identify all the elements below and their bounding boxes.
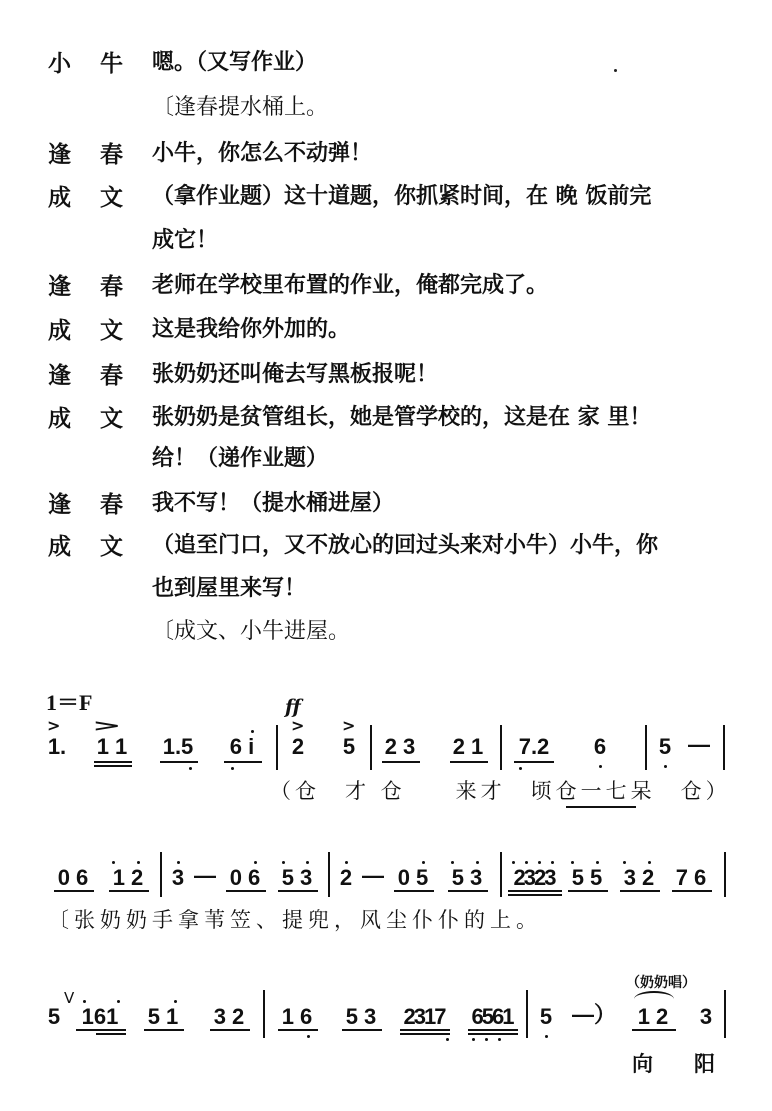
high-dot (251, 730, 254, 733)
dialogue-text: 成它！ (152, 228, 219, 253)
note: 161 (81, 1004, 119, 1029)
low-dot (231, 767, 234, 770)
speaker-char: 文 (100, 318, 123, 344)
speaker-name (48, 400, 152, 433)
speaker-char: 文 (100, 534, 123, 560)
underline (394, 890, 434, 892)
note: 2 1 (452, 734, 484, 759)
barline (724, 852, 726, 897)
note: 5 (539, 1004, 553, 1029)
underline (278, 890, 318, 892)
dialogue-line (0, 90, 772, 130)
high-dot (538, 861, 541, 864)
percussion-line: （仓 才 仓 来才 顷仓一七呆 仓） (270, 779, 731, 803)
barline (724, 990, 726, 1038)
high-dot (476, 861, 479, 864)
speaker-char: 春 (100, 142, 123, 168)
note: 2323 (513, 865, 555, 890)
underline (450, 761, 488, 763)
speaker-char: 牛 (100, 51, 123, 77)
note: 3 (171, 865, 185, 890)
high-dot (177, 861, 180, 864)
underline (144, 1029, 184, 1031)
underline (224, 761, 262, 763)
dialogue-text: （拿作业题）这十道题，你抓紧时间，在 晚 饭前完 (152, 184, 652, 209)
note: —） (572, 1002, 617, 1027)
high-dot (596, 861, 599, 864)
low-dot (664, 765, 667, 768)
barline (500, 852, 502, 897)
underline (672, 890, 712, 892)
low-dot (519, 767, 522, 770)
dialogue-line (0, 400, 772, 440)
dialogue-line (0, 528, 772, 568)
dialogue-line (0, 441, 772, 481)
dialogue-line (0, 571, 772, 611)
speaker-char: 文 (100, 185, 123, 211)
speaker-char: 成 (48, 534, 71, 560)
accent-mark: > (92, 716, 122, 735)
lyric: 向 (632, 1052, 653, 1076)
barline (276, 725, 278, 770)
underline (382, 761, 420, 763)
high-dot (648, 861, 651, 864)
note: 3 (699, 1004, 713, 1029)
lyric: 阳 (694, 1052, 715, 1076)
note: 3 2 (623, 865, 655, 890)
speaker-char: 春 (100, 492, 123, 518)
high-dot (254, 861, 257, 864)
note: 5 (47, 1004, 61, 1029)
underline (94, 761, 132, 763)
low-dot (498, 1038, 501, 1041)
underline (160, 761, 198, 763)
note: 6 (593, 734, 607, 759)
low-dot (307, 1035, 310, 1038)
accent-mark: > (291, 716, 305, 735)
underline (448, 890, 488, 892)
underline (508, 894, 562, 896)
dialogue-line (0, 223, 772, 263)
barline (328, 852, 330, 897)
underline (468, 1029, 518, 1031)
high-dot (623, 861, 626, 864)
note: 2 3 (384, 734, 416, 759)
note: 1 2 (112, 865, 144, 890)
speaker-name (48, 45, 152, 78)
speaker-name (48, 528, 152, 561)
speaker-char: 小 (48, 51, 71, 77)
barline (723, 725, 725, 770)
note: 3 2 (213, 1004, 245, 1029)
dialogue-text: 这是我给你外加的。 (152, 317, 351, 342)
dialogue-text: 老师在学校里布置的作业，俺都完成了。 (152, 273, 549, 298)
high-dot (525, 861, 528, 864)
barline (526, 990, 528, 1038)
speaker-char: 逢 (48, 363, 71, 389)
dialogue-text: 张奶奶是贫管组长，她是管学校的，这是在 家 里！ (152, 405, 652, 430)
high-dot (137, 861, 140, 864)
underline (226, 890, 266, 892)
speck (614, 69, 617, 72)
dynamic-mark: ff (285, 696, 301, 718)
high-dot (451, 861, 454, 864)
dialogue-line (0, 268, 772, 308)
speaker-char: 逢 (48, 274, 71, 300)
dialogue-text: 也到屋里来写！ (152, 576, 307, 601)
note: 5 3 (281, 865, 313, 890)
speaker-name (48, 179, 152, 212)
speaker-name (48, 268, 152, 301)
note: 2 (339, 865, 353, 890)
high-dot (174, 1000, 177, 1003)
underline (400, 1029, 450, 1031)
speaker-char: 逢 (48, 492, 71, 518)
underline (210, 1029, 250, 1031)
speaker-name (48, 486, 152, 519)
stage-direction: 〔逢春提水桶上。 (152, 95, 329, 120)
dialogue-text: 小牛，你怎么不动弹！ (152, 141, 373, 166)
high-dot (306, 861, 309, 864)
underline (54, 890, 94, 892)
low-dot (189, 767, 192, 770)
low-dot (472, 1038, 475, 1041)
high-dot (551, 861, 554, 864)
note: 1 1 (96, 734, 128, 759)
note: 5 1 (147, 1004, 179, 1029)
high-dot (571, 861, 574, 864)
underline (342, 1029, 382, 1031)
note: 2 (291, 734, 305, 759)
note: 5 3 (345, 1004, 377, 1029)
dialogue-line (0, 179, 772, 219)
note: 5 (658, 734, 672, 759)
dialogue-line (0, 614, 772, 654)
accent-mark: > (342, 716, 356, 735)
underline (94, 765, 132, 767)
note: 5 5 (571, 865, 603, 890)
speaker-char: 文 (100, 406, 123, 432)
dialogue-line (0, 312, 772, 352)
note: 1 2 (637, 1004, 669, 1029)
note: 0 6 (229, 865, 261, 890)
speaker-char: 春 (100, 274, 123, 300)
speaker-char: 成 (48, 406, 71, 432)
high-dot (83, 1000, 86, 1003)
speaker-name (48, 357, 152, 390)
speaker-name (48, 136, 152, 169)
high-dot (345, 861, 348, 864)
underline (400, 1033, 450, 1035)
underline (620, 890, 660, 892)
dialogue-text: 我不写！（提水桶进屋） (152, 491, 395, 516)
underline (278, 1029, 318, 1031)
key-signature: 1＝F (46, 690, 93, 715)
note: 6 i (229, 734, 255, 759)
underline (568, 890, 608, 892)
underline (514, 761, 554, 763)
high-dot (422, 861, 425, 864)
underline (508, 890, 562, 892)
note: 1 6 (281, 1004, 313, 1029)
speaker-char: 成 (48, 318, 71, 344)
speaker-name (48, 312, 152, 345)
dialogue-text: 给！（递作业题） (152, 446, 329, 471)
high-dot (112, 861, 115, 864)
note: 6561 (471, 1004, 513, 1029)
barline (500, 725, 502, 770)
dialogue-line (0, 486, 772, 526)
underline (76, 1029, 126, 1031)
low-dot (599, 765, 602, 768)
speaker-char: 春 (100, 363, 123, 389)
underline (566, 806, 636, 808)
low-dot (545, 1035, 548, 1038)
dialogue-text: 张奶奶还叫俺去写黑板报呢！ (152, 362, 439, 387)
note: 5 (342, 734, 356, 759)
underline (468, 1033, 518, 1035)
note: — (362, 863, 384, 888)
note: 5 3 (451, 865, 483, 890)
note: — (688, 732, 710, 757)
dialogue-text: 嗯。（又写作业） (152, 50, 318, 75)
note: — (194, 863, 216, 888)
underline (109, 890, 149, 892)
speaker-char: 逢 (48, 142, 71, 168)
high-dot (282, 861, 285, 864)
high-dot (117, 1000, 120, 1003)
accent-mark: > (47, 716, 61, 735)
low-dot (446, 1038, 449, 1041)
speaker-char: 成 (48, 185, 71, 211)
breath-mark: V (64, 989, 75, 1007)
dialogue-text: （追至门口，又不放心的回过头来对小牛）小牛，你 (152, 533, 659, 558)
barline (645, 725, 647, 770)
note: 0 6 (57, 865, 89, 890)
underline (96, 1033, 126, 1035)
note: 7 6 (675, 865, 707, 890)
singer-label: （奶奶唱） (626, 975, 696, 991)
stage-direction: 〔成文、小牛进屋。 (152, 619, 351, 644)
barline (370, 725, 372, 770)
note: 0 5 (397, 865, 429, 890)
note: 1. (47, 734, 67, 759)
dialogue-line (0, 136, 772, 176)
dialogue-line (0, 357, 772, 397)
note: 7.2 (518, 734, 550, 759)
barline (160, 852, 162, 897)
low-dot (485, 1038, 488, 1041)
high-dot (512, 861, 515, 864)
note: 2317 (403, 1004, 445, 1029)
barline (263, 990, 265, 1038)
underline (632, 1029, 676, 1031)
stage-direction: 〔张奶奶手拿苇笠、提兜，风尘仆仆的上。 (48, 908, 542, 932)
note: 1.5 (162, 734, 194, 759)
dialogue-line (0, 45, 772, 85)
